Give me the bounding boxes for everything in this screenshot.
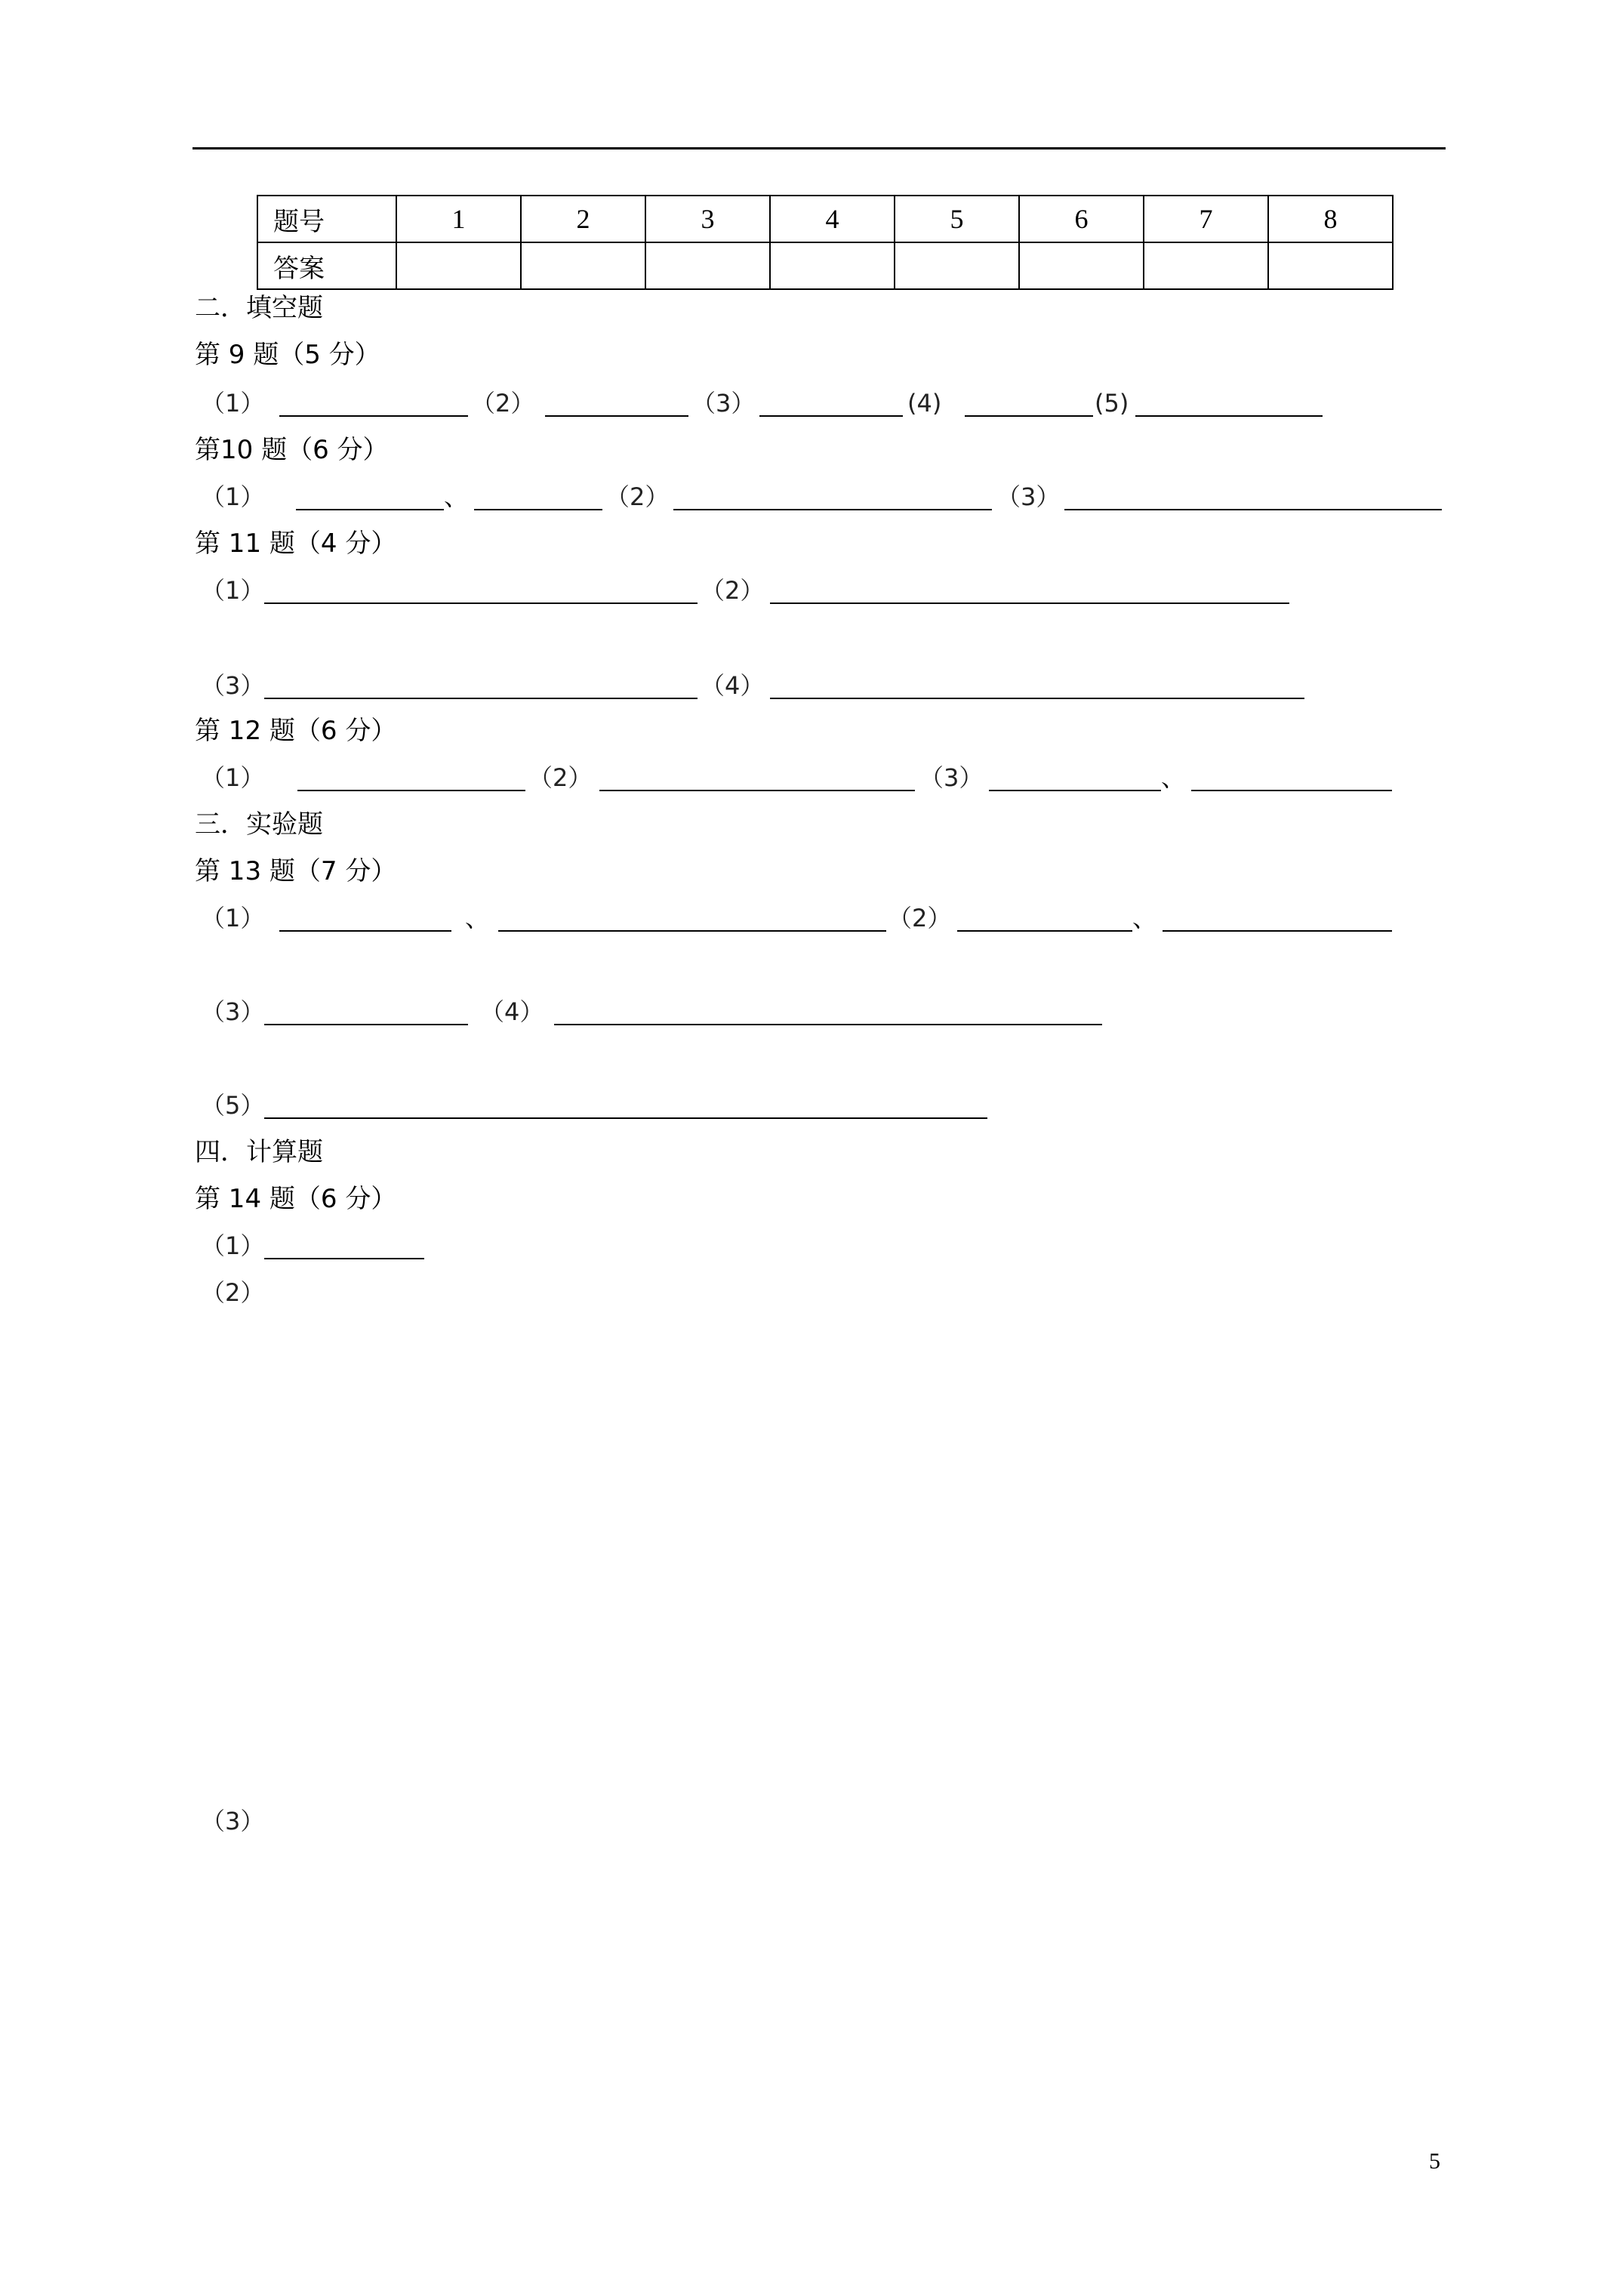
- answer-blank[interactable]: [264, 1117, 987, 1119]
- answer-blank[interactable]: [279, 415, 468, 417]
- blank-label: （2）: [701, 576, 765, 605]
- answer-blank[interactable]: [297, 790, 525, 791]
- separator-comma: 、: [1161, 763, 1186, 792]
- answer-blank[interactable]: [474, 509, 602, 510]
- blank-label: （1）: [201, 389, 265, 418]
- question-13-answer-row: [195, 903, 1403, 933]
- question-10-answer-row: [195, 482, 1448, 512]
- blank-label: （4）: [480, 997, 544, 1026]
- answer-blank[interactable]: [296, 509, 444, 510]
- blank-label: (4): [907, 389, 942, 418]
- question-13-answer-row: [195, 997, 1101, 1027]
- section-heading-experiment: 三．实验题: [195, 809, 323, 840]
- blank-label: （4）: [701, 671, 765, 700]
- blank-label: （2）: [201, 1278, 265, 1307]
- blank-label: （3）: [201, 997, 265, 1026]
- answer-blank[interactable]: [599, 790, 915, 791]
- answer-blank[interactable]: [264, 1258, 424, 1259]
- question-number-header: 题号: [257, 196, 396, 242]
- question-10-title: 第10 题（6 分）: [195, 435, 389, 465]
- question-12-answer-row: [195, 763, 1403, 793]
- question-12-title: 第 12 题（6 分）: [195, 716, 397, 746]
- answer-blank[interactable]: [279, 930, 451, 932]
- question-11-title: 第 11 题（4 分）: [195, 529, 397, 559]
- answer-blank[interactable]: [1135, 415, 1323, 417]
- blank-label: （2）: [471, 389, 535, 418]
- answer-cell[interactable]: [1019, 242, 1144, 289]
- blank-label: （3）: [919, 763, 984, 792]
- question-14-title: 第 14 题（6 分）: [195, 1184, 397, 1214]
- question-13-answer-row: [195, 1090, 995, 1120]
- answer-blank[interactable]: [770, 603, 1289, 604]
- answer-blank[interactable]: [264, 1024, 468, 1025]
- answer-blank[interactable]: [957, 930, 1132, 932]
- blank-label: （2）: [888, 904, 952, 932]
- question-number-cell: 1: [396, 196, 521, 242]
- blank-label: （3）: [691, 389, 756, 418]
- question-11-answer-row: [195, 670, 1312, 701]
- question-11-answer-row: [195, 575, 1297, 606]
- question-number-cell: 8: [1268, 196, 1393, 242]
- blank-label: （1）: [201, 1231, 265, 1260]
- question-number-cell: 7: [1144, 196, 1268, 242]
- answer-cell[interactable]: [1144, 242, 1268, 289]
- blank-label: （3）: [201, 671, 265, 700]
- question-14-part-3: [195, 1806, 285, 1836]
- answer-blank[interactable]: [545, 415, 688, 417]
- separator-comma: 、: [1132, 904, 1157, 932]
- answer-header: 答案: [257, 242, 396, 289]
- question-9-answer-row: [195, 388, 1327, 418]
- question-14-answer-row: [195, 1231, 436, 1261]
- question-number-cell: 5: [895, 196, 1019, 242]
- answer-blank[interactable]: [554, 1024, 1102, 1025]
- answer-blank[interactable]: [770, 698, 1304, 699]
- answer-cell[interactable]: [396, 242, 521, 289]
- question-number-cell: 3: [645, 196, 770, 242]
- blank-label: （3）: [996, 482, 1061, 511]
- section-heading-fill-in: 二．填空题: [195, 293, 323, 323]
- question-14-part-2: [195, 1277, 285, 1308]
- header-rule: [192, 147, 1446, 149]
- blank-label: （1）: [201, 482, 265, 511]
- blank-label: （1）: [201, 576, 265, 605]
- table-row: [257, 196, 1393, 242]
- blank-label: （3）: [201, 1807, 265, 1835]
- blank-label: （1）: [201, 904, 265, 932]
- answer-grid-table: [257, 195, 1394, 290]
- answer-cell[interactable]: [521, 242, 645, 289]
- answer-blank[interactable]: [264, 603, 698, 604]
- blank-label: （1）: [201, 763, 265, 792]
- answer-blank[interactable]: [498, 930, 886, 932]
- question-number-cell: 2: [521, 196, 645, 242]
- answer-blank[interactable]: [1163, 930, 1392, 932]
- question-9-title: 第 9 题（5 分）: [195, 340, 380, 370]
- blank-label: (5): [1095, 389, 1129, 418]
- blank-label: （5）: [201, 1091, 265, 1120]
- question-number-cell: 6: [1019, 196, 1144, 242]
- answer-cell[interactable]: [770, 242, 895, 289]
- answer-blank[interactable]: [264, 698, 698, 699]
- answer-blank[interactable]: [965, 415, 1093, 417]
- question-number-cell: 4: [770, 196, 895, 242]
- page-number: 5: [1429, 2149, 1440, 2174]
- answer-blank[interactable]: [673, 509, 992, 510]
- blank-label: （2）: [605, 482, 670, 511]
- answer-blank[interactable]: [1064, 509, 1442, 510]
- answer-cell[interactable]: [895, 242, 1019, 289]
- separator-comma: 、: [444, 482, 469, 511]
- answer-blank[interactable]: [1191, 790, 1392, 791]
- separator-comma: 、: [465, 904, 490, 932]
- question-13-title: 第 13 题（7 分）: [195, 856, 397, 886]
- table-row: [257, 242, 1393, 289]
- answer-blank[interactable]: [759, 415, 903, 417]
- blank-label: （2）: [528, 763, 593, 792]
- section-heading-calculation: 四．计算题: [195, 1137, 323, 1167]
- answer-cell[interactable]: [645, 242, 770, 289]
- answer-cell[interactable]: [1268, 242, 1393, 289]
- answer-blank[interactable]: [989, 790, 1161, 791]
